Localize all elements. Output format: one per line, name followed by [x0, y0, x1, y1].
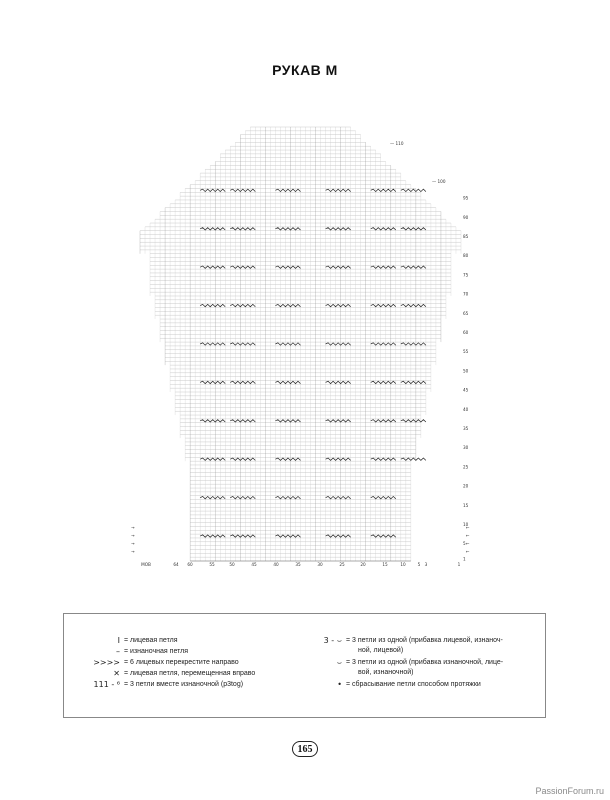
page-title: РУКАВ М	[272, 62, 338, 78]
chart-grid	[140, 127, 461, 561]
